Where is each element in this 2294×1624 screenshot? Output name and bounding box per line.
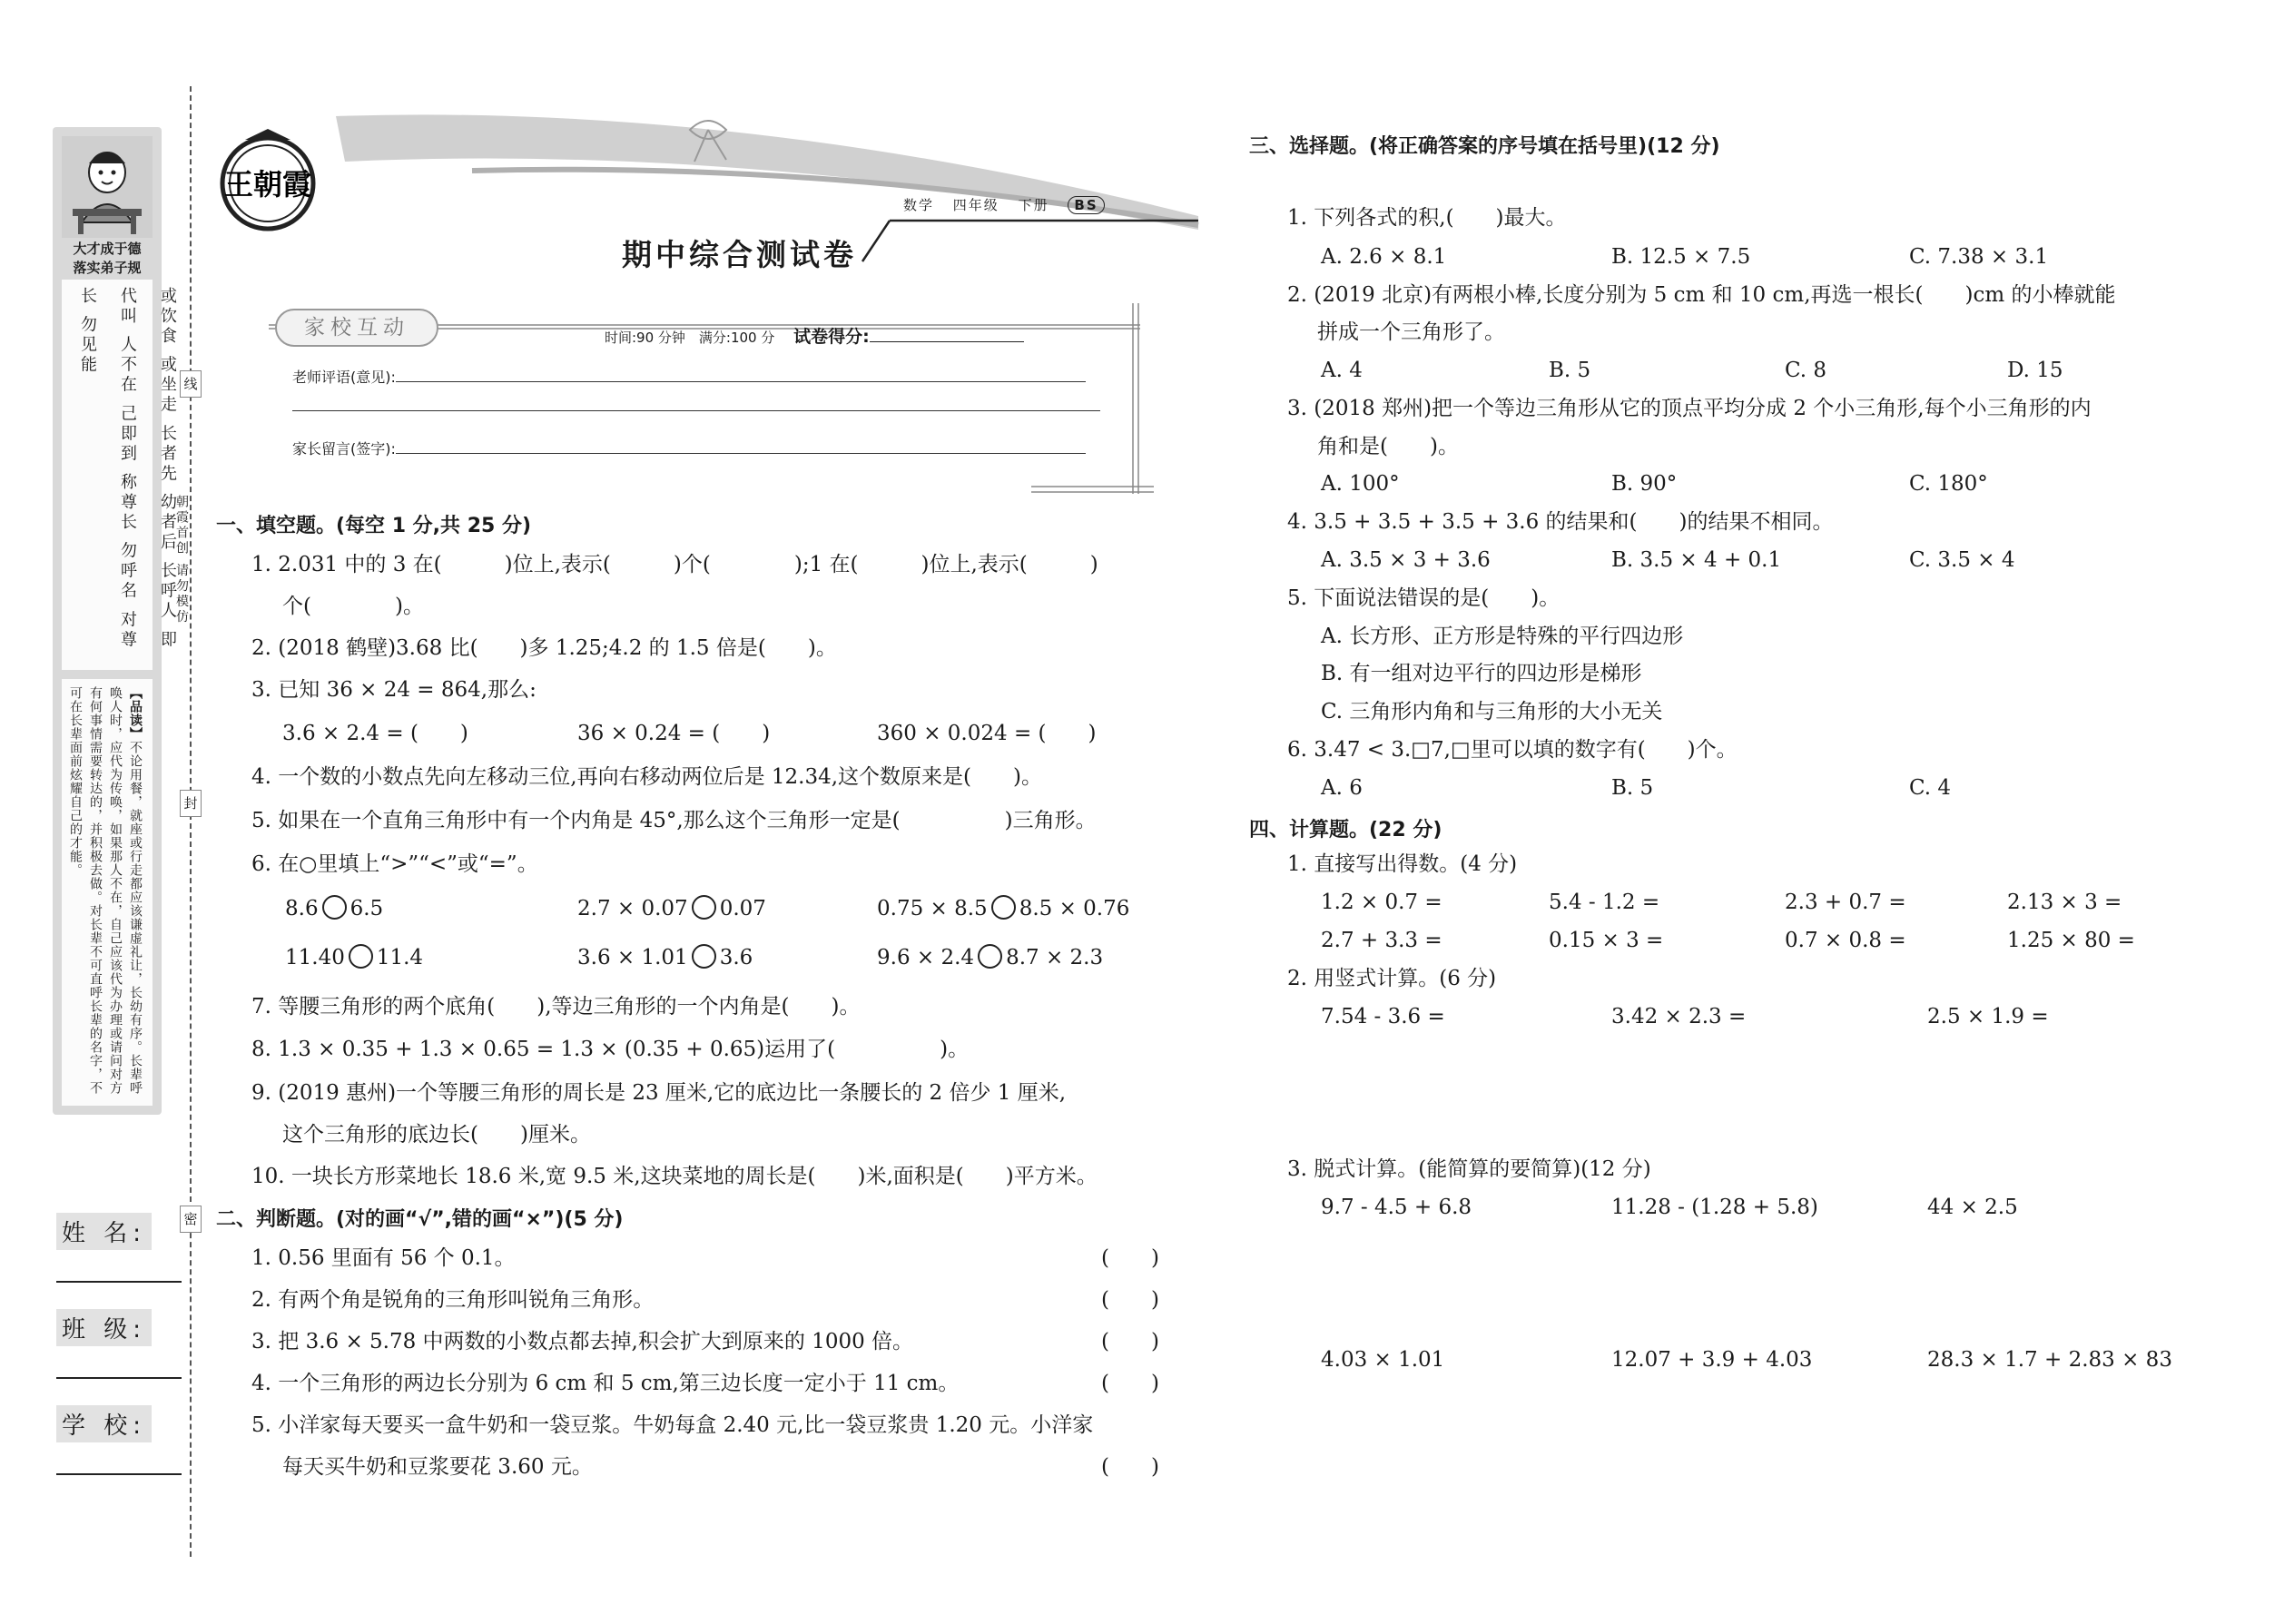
question-3b[interactable]: 36 × 0.24 = ( ) (577, 722, 771, 745)
logo-line-1: 大才成于德 (73, 241, 142, 257)
choice-1-option-a[interactable]: A. 2.6 × 8.1 (1321, 245, 1447, 269)
question-9b[interactable]: 这个三角形的底边长( )厘米。 (282, 1123, 591, 1147)
reading-box (62, 679, 153, 1106)
compare-circle-icon (692, 895, 716, 920)
section-judge-title: 二、判断题。(对的画“√”,错的画“×”)(5 分) (216, 1208, 624, 1231)
calc-3-item[interactable]: 4.03 × 1.01 (1321, 1348, 1445, 1372)
calc-2-item[interactable]: 3.42 × 2.3 = (1611, 1005, 1747, 1029)
teacher-comment-line[interactable] (396, 381, 1086, 382)
name-line[interactable] (56, 1281, 182, 1283)
judge-4-paren[interactable]: ( ) (1101, 1372, 1159, 1395)
name-label: 姓 名: (56, 1213, 152, 1250)
compare-item[interactable]: 8.6 6.5 (285, 897, 384, 920)
cut-mark-feng: 封 (180, 790, 202, 817)
calc-2-item[interactable]: 2.5 × 1.9 = (1927, 1005, 2049, 1029)
parent-comment-line[interactable] (396, 453, 1086, 454)
scholar-cartoon-icon (62, 136, 153, 238)
choice-6-option-a[interactable]: A. 6 (1321, 776, 1363, 800)
poem-text: 或饮食 或坐走 长者先 幼者后 长呼人 即代叫 人不在 己即到 称尊长 勿呼名 对尊长 勿见能 (78, 287, 177, 651)
comment-line-2[interactable] (292, 410, 1100, 411)
judge-3-paren[interactable]: ( ) (1101, 1330, 1159, 1353)
question-9a[interactable]: 9. (2019 惠州)一个等腰三角形的周长是 23 厘米,它的底边比一条腰长的 2 倍少 1 厘米, (251, 1081, 1067, 1105)
choice-2-option-d[interactable]: D. 15 (2007, 359, 2063, 382)
choice-6-option-b[interactable]: B. 5 (1611, 776, 1654, 800)
brand-name: 王朝霞 (223, 167, 312, 202)
choice-2-option-c[interactable]: C. 8 (1785, 359, 1827, 382)
cut-mark-mi: 密 (180, 1206, 202, 1233)
compare-circle-icon (978, 944, 1002, 969)
choice-5-option-a[interactable]: A. 长方形、正方形是特殊的平行四边形 (1321, 625, 1684, 648)
score-blank[interactable] (870, 341, 1024, 342)
tag-grade: 四年级 (952, 197, 999, 213)
tag-subject: 数学 (903, 197, 935, 213)
compare-circle-icon (692, 944, 716, 969)
calc-1-item[interactable]: 0.15 × 3 = (1549, 929, 1664, 952)
choice-1-option-b[interactable]: B. 12.5 × 7.5 (1611, 245, 1751, 269)
judge-1-paren[interactable]: ( ) (1101, 1246, 1159, 1270)
reading-text: 不论用餐，就座或行走都应该谦虚礼让，长幼有序。长辈呼唤人时，应代为传唤，如果那人不在，自己应该代为办理或请问对方有何事情需要转达的，并积极去做。对长辈不可直呼长辈的名字，不可在长辈面前炫耀自己的才能。 (68, 686, 143, 1095)
logo-line-2: 落实弟子规 (73, 260, 142, 276)
calc-3-item[interactable]: 44 × 2.5 (1927, 1196, 2018, 1219)
calc-1-item[interactable]: 2.13 × 3 = (2007, 891, 2122, 914)
class-field[interactable] (56, 1309, 182, 1379)
judge-5a: 5. 小洋家每天要买一盒牛奶和一袋豆浆。牛奶每盒 2.40 元,比一袋豆浆贵 1.20 元。小洋家 (251, 1413, 1094, 1437)
cut-mark-xian: 线 (180, 370, 202, 398)
question-2[interactable]: 2. (2018 鹤壁)3.68 比( )多 1.25;4.2 的 1.5 倍是( )。 (251, 636, 837, 660)
compare-item[interactable]: 11.40 11.4 (285, 946, 424, 969)
comment-extra-line[interactable] (292, 394, 1100, 415)
choice-3a[interactable]: 3. (2018 郑州)把一个等边三角形从它的顶点平均分成 2 个小三角形,每个小三角形的内 (1287, 397, 2092, 420)
calc-3-item[interactable]: 28.3 × 1.7 + 2.83 × 83 (1927, 1348, 2172, 1372)
choice-1-option-c[interactable]: C. 7.38 × 3.1 (1909, 245, 2049, 269)
choice-5-option-c[interactable]: C. 三角形内角和与三角形的大小无关 (1321, 700, 1663, 723)
choice-5[interactable]: 5. 下面说法错误的是( )。 (1287, 586, 1561, 610)
choice-2a[interactable]: 2. (2019 北京)有两根小棒,长度分别为 5 cm 和 10 cm,再选一根长( )cm 的小棒就能 (1287, 283, 2116, 307)
question-1a[interactable]: 1. 2.031 中的 3 在( )位上,表示( )个( );1 在( )位上,表示( ) (251, 553, 1098, 576)
compare-circle-icon (349, 944, 373, 969)
parent-comment-row[interactable] (292, 438, 1086, 458)
exam-meta (605, 323, 1024, 348)
choice-4-option-c[interactable]: C. 3.5 × 4 (1909, 548, 2015, 572)
calc-1-title: 1. 直接写出得数。(4 分) (1287, 852, 1518, 876)
family-interaction-badge: 家校互动 (275, 309, 438, 347)
calc-1-item[interactable]: 2.3 + 0.7 = (1785, 891, 1906, 914)
choice-6[interactable]: 6. 3.47 < 3.□7,□里可以填的数字有( )个。 (1287, 738, 1738, 762)
question-7[interactable]: 7. 等腰三角形的两个底角( ),等边三角形的一个内角是( )。 (251, 995, 861, 1019)
calc-1-item[interactable]: 1.25 × 80 = (2007, 929, 2135, 952)
compare-item[interactable]: 0.75 × 8.5 8.5 × 0.76 (877, 897, 1130, 920)
choice-3-option-b[interactable]: B. 90° (1611, 472, 1678, 496)
calc-1-item[interactable]: 5.4 - 1.2 = (1549, 891, 1660, 914)
judge-4: 4. 一个三角形的两边长分别为 6 cm 和 5 cm,第三边长度一定小于 11 cm。 (251, 1372, 960, 1395)
judge-3: 3. 把 3.6 × 5.78 中两数的小数点都去掉,积会扩大到原来的 1000 倍。 (251, 1330, 914, 1353)
class-label: 班 级: (56, 1309, 152, 1346)
choice-4[interactable]: 4. 3.5 + 3.5 + 3.5 + 3.6 的结果和( )的结果不相同。 (1287, 510, 1834, 534)
section-calc-title: 四、计算题。(22 分) (1249, 819, 1442, 842)
exam-tag (903, 195, 1117, 214)
calc-3-item[interactable]: 11.28 - (1.28 + 5.8) (1611, 1196, 1818, 1219)
gutter-logo (62, 136, 153, 276)
question-3c[interactable]: 360 × 0.024 = ( ) (877, 722, 1097, 745)
calc-3-item[interactable]: 9.7 - 4.5 + 6.8 (1321, 1196, 1472, 1219)
brand-seal-logo (209, 127, 327, 236)
compare-item[interactable]: 3.6 × 1.01 3.6 (577, 946, 753, 969)
question-10[interactable]: 10. 一块长方形菜地长 18.6 米,宽 9.5 米,这块菜地的周长是( )米,面积是( )平方米。 (251, 1165, 1098, 1188)
school-field[interactable] (56, 1405, 182, 1475)
teacher-comment-row[interactable] (292, 366, 1086, 387)
choice-3-option-a[interactable]: A. 100° (1321, 472, 1400, 496)
teacher-comment-label: 老师评语(意见): (292, 369, 396, 386)
judge-5b: 每天买牛奶和豆浆要花 3.60 元。 (282, 1455, 593, 1479)
school-line[interactable] (56, 1473, 182, 1475)
section-choice-title: 三、选择题。(将正确答案的序号填在括号里)(12 分) (1249, 135, 1720, 158)
question-6: 6. 在○里填上“>”“<”或“=”。 (251, 852, 538, 876)
calc-1-item[interactable]: 1.2 × 0.7 = (1321, 891, 1442, 914)
compare-item[interactable]: 9.6 × 2.4 8.7 × 2.3 (877, 946, 1104, 969)
choice-4-option-a[interactable]: A. 3.5 × 3 + 3.6 (1321, 548, 1491, 572)
choice-2-option-b[interactable]: B. 5 (1549, 359, 1591, 382)
tag-volume: 下册 (1018, 197, 1049, 213)
question-8[interactable]: 8. 1.3 × 0.35 + 1.3 × 0.65 = 1.3 × (0.35 + 0.65)运用了( )。 (251, 1038, 970, 1061)
question-3: 3. 已知 36 × 24 = 864,那么: (251, 678, 537, 702)
question-4[interactable]: 4. 一个数的小数点先向左移动三位,再向右移动两位后是 12.34,这个数原来是( )。 (251, 765, 1042, 789)
judge-1: 1. 0.56 里面有 56 个 0.1。 (251, 1246, 516, 1270)
gutter-panel (53, 127, 177, 1115)
choice-5-option-b[interactable]: B. 有一组对边平行的四边形是梯形 (1321, 662, 1642, 685)
calc-2-title: 2. 用竖式计算。(6 分) (1287, 967, 1497, 990)
exam-time-score: 时间:90 分钟 满分:100 分 (605, 330, 775, 346)
judge-2: 2. 有两个角是锐角的三角形叫锐角三角形。 (251, 1288, 655, 1312)
choice-1[interactable]: 1. 下列各式的积,( )最大。 (1287, 206, 1567, 230)
parent-comment-label: 家长留言(签字): (292, 440, 396, 458)
choice-2-option-a[interactable]: A. 4 (1321, 359, 1363, 382)
judge-5-paren[interactable]: ( ) (1101, 1455, 1159, 1479)
poem-box (62, 280, 177, 670)
tag-edition: BS (1068, 196, 1104, 214)
compare-item[interactable]: 2.7 × 0.07 0.07 (577, 897, 766, 920)
calc-3-title: 3. 脱式计算。(能简算的要简算)(12 分) (1287, 1157, 1651, 1181)
choice-3-option-c[interactable]: C. 180° (1909, 472, 1988, 496)
judge-2-paren[interactable]: ( ) (1101, 1288, 1159, 1312)
compare-circle-icon (322, 895, 347, 920)
cut-line (190, 86, 192, 1557)
score-label: 试卷得分: (793, 327, 870, 347)
exam-title: 期中综合测试卷 (622, 237, 857, 272)
question-1b[interactable]: 个( )。 (282, 595, 424, 618)
section-fill-title: 一、填空题。(每空 1 分,共 25 分) (216, 515, 532, 537)
question-3a[interactable]: 3.6 × 2.4 = ( ) (282, 722, 468, 745)
name-field[interactable] (56, 1213, 182, 1283)
compare-circle-icon (991, 895, 1016, 920)
choice-6-option-c[interactable]: C. 4 (1909, 776, 1952, 800)
choice-2b: 拼成一个三角形了。 (1317, 320, 1505, 344)
class-line[interactable] (56, 1377, 182, 1379)
calc-3-item[interactable]: 12.07 + 3.9 + 4.03 (1611, 1348, 1813, 1372)
choice-4-option-b[interactable]: B. 3.5 × 4 + 0.1 (1611, 548, 1782, 572)
school-label: 学 校: (56, 1405, 152, 1442)
calc-1-item[interactable]: 2.7 + 3.3 = (1321, 929, 1442, 952)
choice-3b: 角和是( )。 (1317, 435, 1459, 458)
reading-label: 【品读】 (128, 686, 143, 741)
question-5[interactable]: 5. 如果在一个直角三角形中有一个内角是 45°,那么这个三角形一定是( )三角形。 (251, 809, 1097, 832)
copyright-note: 朝霞首创 请勿模仿 (174, 495, 189, 625)
calc-1-item[interactable]: 0.7 × 0.8 = (1785, 929, 1906, 952)
calc-2-item[interactable]: 7.54 - 3.6 = (1321, 1005, 1445, 1029)
